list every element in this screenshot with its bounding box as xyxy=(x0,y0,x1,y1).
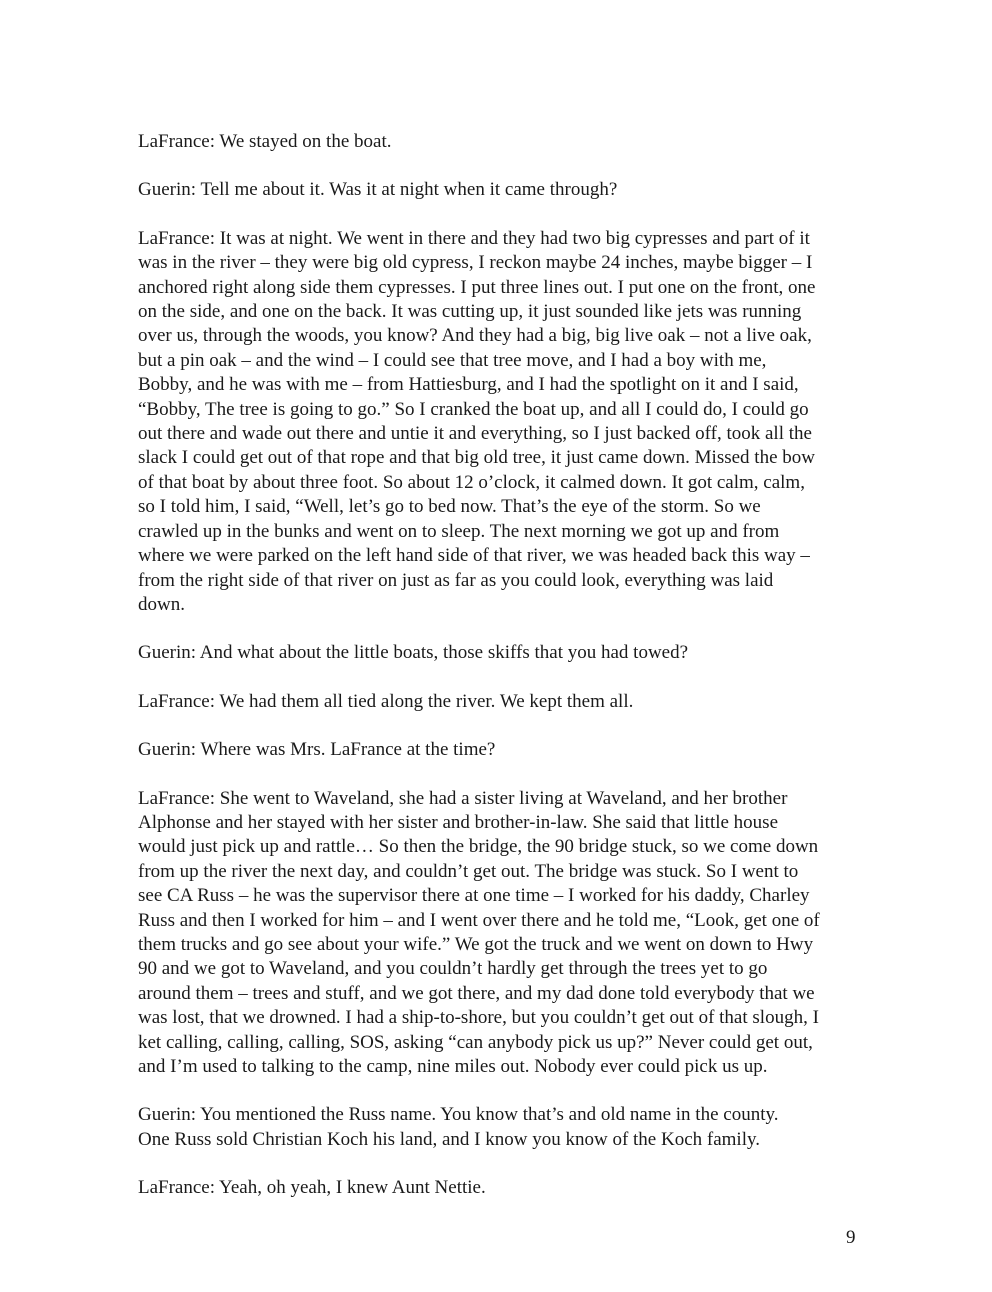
text-line: them trucks and go see about your wife.” We got the truck and we went on down to Hwy xyxy=(138,933,814,955)
text-line: and I’m used to talking to the camp, nine miles out. Nobody ever could pick us up. xyxy=(138,1056,768,1077)
text-line: see CA Russ – he was the supervisor there at one time – I worked for his daddy, Charley xyxy=(138,885,810,907)
text-line: around them – trees and stuff, and we got there, and my dad done told everybody that we xyxy=(138,982,815,1004)
text-line: Russ and then I worked for him – and I went over there and he told me, “Look, get one of xyxy=(138,909,820,931)
transcript-paragraph xyxy=(138,1176,866,1200)
transcript-paragraph xyxy=(138,641,866,665)
text-line: was in the river – they were big old cypress, I reckon maybe 24 inches, maybe bigger – I xyxy=(138,252,813,274)
text-line: of that boat by about three foot. So about 12 o’clock, it calmed down. It got calm, calm, xyxy=(138,471,805,493)
text-line: LaFrance: We stayed on the boat. xyxy=(138,131,392,152)
text-line: from up the river the next day, and couldn’t get out. The bridge was stuck. So I went to xyxy=(138,860,799,882)
transcript-paragraph xyxy=(138,130,866,154)
text-line: from the right side of that river on just as far as you could look, everything was laid xyxy=(138,569,774,591)
text-line: Guerin: You mentioned the Russ name. You know that’s and old name in the county. xyxy=(138,1104,779,1126)
text-line: Alphonse and her stayed with her sister and brother-in-law. She said that little house xyxy=(138,811,779,833)
text-line: Guerin: And what about the little boats, those skiffs that you had towed? xyxy=(138,642,689,664)
text-line: so I told him, I said, “Well, let’s go to bed now. That’s the eye of the storm. So we xyxy=(138,496,761,518)
text-line: One Russ sold Christian Koch his land, and I know you know of the Koch family. xyxy=(138,1128,760,1150)
text-line: anchored right along side them cypresses. I put three lines out. I put one on the front, one xyxy=(138,276,816,298)
text-line: Guerin: Where was Mrs. LaFrance at the time? xyxy=(138,739,496,761)
text-line: but a pin oak – and the wind – I could see that tree move, and I had a boy with me, xyxy=(138,349,767,371)
text-line: LaFrance: She went to Waveland, she had a sister living at Waveland, and her brother xyxy=(138,787,788,809)
text-line: out there and wade out there and untie it and everything, so I just backed off, took all the xyxy=(138,423,812,445)
page-number: 9 xyxy=(846,1227,856,1248)
text-line: 90 and we got to Waveland, and you couldn’t hardly get through the trees yet to go xyxy=(138,958,768,980)
text-line: was lost, that we drowned. I had a ship-to-shore, but you couldn’t get out of that slough, I xyxy=(138,1007,819,1029)
text-line: “Bobby, The tree is going to go.” So I cranked the boat up, and all I could do, I could go xyxy=(138,398,809,420)
transcript-paragraph xyxy=(138,1103,866,1152)
text-line: where we were parked on the left hand side of that river, we was headed back this way – xyxy=(138,545,810,567)
transcript-paragraph xyxy=(138,738,866,762)
text-line: LaFrance: It was at night. We went in there and they had two big cypresses and part of it xyxy=(138,227,810,249)
text-line: Bobby, and he was with me – from Hattiesburg, and I had the spotlight on it and I said, xyxy=(138,374,799,396)
text-line: LaFrance: We had them all tied along the river. We kept them all. xyxy=(138,690,634,712)
text-line: would just pick up and rattle… So then the bridge, the 90 bridge stuck, so we come down xyxy=(138,836,819,858)
transcript-paragraph xyxy=(138,178,866,202)
text-line: crawled up in the bunks and went on to sleep. The next morning we got up and from xyxy=(138,520,780,542)
transcript-paragraph xyxy=(138,690,866,714)
text-line: ket calling, calling, calling, SOS, asking “can anybody pick us up?” Never could get out, xyxy=(138,1031,813,1053)
transcript-paragraph xyxy=(138,227,866,618)
text-line: on the side, and one on the back. It was cutting up, it just sounded like jets was running xyxy=(138,301,802,323)
text-line: Guerin: Tell me about it. Was it at night when it came through? xyxy=(138,179,618,201)
transcript-body xyxy=(138,130,866,1225)
text-line: slack I could get out of that rope and that big old tree, it just came down. Missed the bow xyxy=(138,447,815,469)
text-line: down. xyxy=(138,593,185,615)
text-line: over us, through the woods, you know? And they had a big, big live oak – not a live oak, xyxy=(138,325,812,347)
text-line: LaFrance: Yeah, oh yeah, I knew Aunt Nettie. xyxy=(138,1177,486,1199)
transcript-paragraph xyxy=(138,787,866,1080)
